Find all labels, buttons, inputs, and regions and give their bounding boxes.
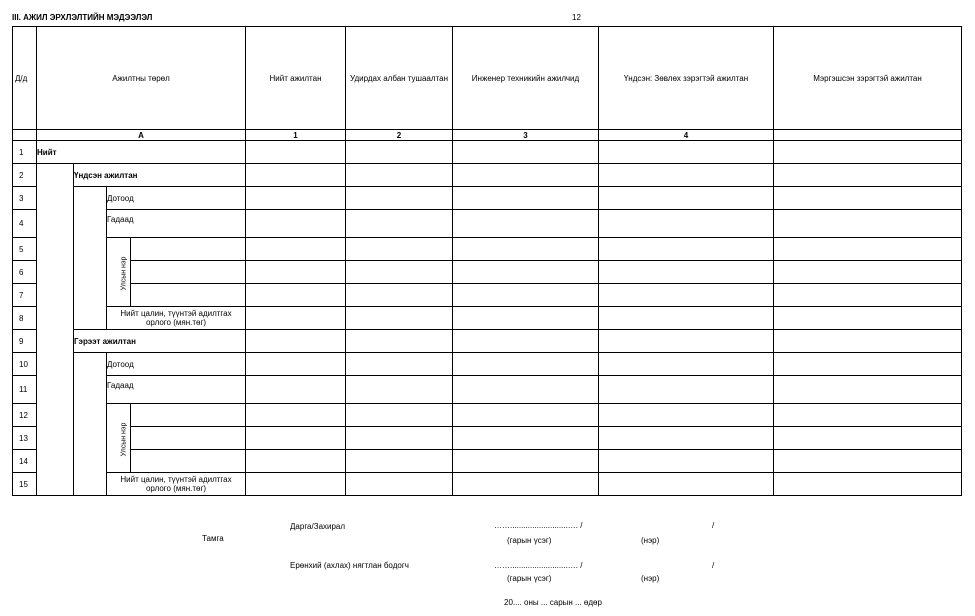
row-label-foreign: Гадаад [107, 210, 246, 238]
cell[interactable] [246, 238, 346, 261]
cell[interactable] [246, 427, 346, 450]
row-number: 15 [13, 473, 37, 496]
cell[interactable] [346, 210, 453, 238]
row-label-wage: Нийт цалин, түүнтэй адилтгах орлого (мян.төг) [107, 473, 246, 496]
accountant-name-slash: / [712, 561, 715, 570]
row-number: 10 [13, 353, 37, 376]
row-number: 14 [13, 450, 37, 473]
cell[interactable] [453, 376, 599, 404]
cell[interactable] [599, 473, 774, 496]
country-name-label: Улсын нэр [107, 404, 131, 473]
cell[interactable] [246, 450, 346, 473]
cell[interactable] [453, 450, 599, 473]
cell[interactable] [346, 353, 453, 376]
cell[interactable] [599, 427, 774, 450]
cell[interactable] [246, 353, 346, 376]
director-label: Дарга/Захирал [290, 522, 346, 531]
cell[interactable] [599, 187, 774, 210]
column-code: 2 [346, 130, 453, 141]
header-row [13, 27, 962, 130]
cell[interactable] [599, 404, 774, 427]
cell[interactable] [774, 210, 962, 238]
table-row [13, 307, 962, 330]
row-label-foreign: Гадаад [107, 376, 246, 404]
cell[interactable] [453, 187, 599, 210]
row-number: 9 [13, 330, 37, 353]
cell[interactable] [246, 284, 346, 307]
cell[interactable] [246, 187, 346, 210]
table-row [13, 187, 962, 210]
accountant-signature-caption: (гарын үсэг) [507, 574, 552, 583]
header-engineers: Инженер техникийн ажилчид [453, 27, 599, 130]
cell[interactable] [774, 187, 962, 210]
cell[interactable] [453, 238, 599, 261]
cell[interactable] [599, 141, 774, 164]
row-label-domestic: Дотоод [107, 187, 246, 210]
cell[interactable] [453, 404, 599, 427]
country-name-field[interactable] [131, 261, 246, 284]
row-number: 3 [13, 187, 37, 210]
cell[interactable] [774, 141, 962, 164]
table-row [13, 353, 962, 376]
cell[interactable] [774, 450, 962, 473]
cell[interactable] [346, 427, 453, 450]
cell[interactable] [246, 330, 346, 353]
cell[interactable] [246, 473, 346, 496]
row-label-wage: Нийт цалин, түүнтэй адилтгах орлого (мян.төг) [107, 307, 246, 330]
cell[interactable] [246, 376, 346, 404]
table-row [13, 427, 962, 450]
cell[interactable] [246, 210, 346, 238]
cell[interactable] [599, 284, 774, 307]
table-row [13, 473, 962, 496]
table-row [13, 261, 962, 284]
cell[interactable] [599, 376, 774, 404]
header-type: Ажилтны төрөл [37, 27, 246, 130]
cell[interactable] [774, 307, 962, 330]
cell[interactable] [246, 404, 346, 427]
cell[interactable] [246, 141, 346, 164]
table-row [13, 330, 962, 353]
cell[interactable] [599, 450, 774, 473]
cell[interactable] [346, 450, 453, 473]
column-code: А [37, 130, 246, 141]
country-name-field[interactable] [131, 284, 246, 307]
cell[interactable] [453, 473, 599, 496]
table-row [13, 284, 962, 307]
cell[interactable] [453, 427, 599, 450]
cell[interactable] [346, 307, 453, 330]
cell[interactable] [774, 164, 962, 187]
country-name-field[interactable] [131, 238, 246, 261]
cell[interactable] [453, 164, 599, 187]
stamp-label: Тамга [202, 534, 224, 543]
cell[interactable] [453, 353, 599, 376]
row-number: 4 [13, 210, 37, 238]
row-number: 7 [13, 284, 37, 307]
column-codes-row [13, 130, 962, 141]
cell[interactable] [599, 210, 774, 238]
cell[interactable] [453, 330, 599, 353]
table-row [13, 404, 962, 427]
row-number: 8 [13, 307, 37, 330]
cell[interactable] [346, 187, 453, 210]
cell[interactable] [346, 141, 453, 164]
page-number: 12 [572, 13, 581, 22]
row-number: 13 [13, 427, 37, 450]
cell[interactable] [599, 238, 774, 261]
cell[interactable] [774, 376, 962, 404]
cell[interactable] [453, 284, 599, 307]
accountant-name-caption: (нэр) [641, 574, 660, 583]
country-name-field[interactable] [131, 404, 246, 427]
cell[interactable] [453, 141, 599, 164]
row-number: 6 [13, 261, 37, 284]
table-row [13, 210, 962, 238]
country-name-field[interactable] [131, 450, 246, 473]
header-total: Нийт ажилтан [246, 27, 346, 130]
row-number: 1 [13, 141, 37, 164]
column-code: 1 [246, 130, 346, 141]
row-label-contract: Гэрээт ажилтан [74, 330, 246, 353]
table-row [13, 450, 962, 473]
row-label-total: Нийт [37, 141, 246, 164]
director-name-slash: / [712, 521, 715, 530]
cell[interactable] [774, 284, 962, 307]
cell[interactable] [774, 353, 962, 376]
row-number: 11 [13, 376, 37, 404]
accountant-label: Ерөнхий (ахлах) нягтлан бодогч [290, 561, 409, 570]
employment-table [12, 26, 962, 496]
cell[interactable] [346, 164, 453, 187]
header-managers: Удирдах албан тушаалтан [346, 27, 453, 130]
cell[interactable] [599, 330, 774, 353]
table-row [13, 376, 962, 404]
table-row [13, 141, 962, 164]
header-specialist: Мэргэшсэн зэрэгтэй ажилтан [774, 27, 962, 130]
cell[interactable] [774, 427, 962, 450]
cell[interactable] [246, 307, 346, 330]
cell[interactable] [453, 261, 599, 284]
row-number: 12 [13, 404, 37, 427]
cell[interactable] [453, 210, 599, 238]
cell[interactable] [346, 473, 453, 496]
director-signature-line[interactable]: ……..........................…. / [494, 521, 583, 530]
section-title: III. АЖИЛ ЭРХЛЭЛТИЙН МЭДЭЭЛЭЛ [12, 13, 153, 22]
accountant-signature-line[interactable]: ……..........................…. / [494, 561, 583, 570]
cell[interactable] [246, 261, 346, 284]
cell[interactable] [346, 330, 453, 353]
date-line[interactable]: 20.... оны ... сарын ... өдөр [504, 598, 602, 607]
column-code: 4 [599, 130, 774, 141]
cell[interactable] [346, 261, 453, 284]
cell[interactable] [346, 404, 453, 427]
column-code: 3 [453, 130, 599, 141]
cell[interactable] [774, 261, 962, 284]
cell[interactable] [346, 376, 453, 404]
header-core: Үндсэн: Зөвлөх зэрэгтэй ажилтан [599, 27, 774, 130]
cell[interactable] [246, 164, 346, 187]
director-signature-caption: (гарын үсэг) [507, 536, 552, 545]
row-label-main: Үндсэн ажилтан [74, 164, 246, 187]
cell[interactable] [599, 353, 774, 376]
row-label-domestic: Дотоод [107, 353, 246, 376]
cell[interactable] [599, 164, 774, 187]
cell[interactable] [774, 330, 962, 353]
director-name-caption: (нэр) [641, 536, 660, 545]
cell[interactable] [599, 261, 774, 284]
country-name-field[interactable] [131, 427, 246, 450]
cell[interactable] [453, 307, 599, 330]
cell[interactable] [346, 284, 453, 307]
country-name-label: Улсын нэр [107, 238, 131, 307]
header-dd: Д/д [13, 27, 37, 130]
table-row [13, 238, 962, 261]
row-number: 5 [13, 238, 37, 261]
cell[interactable] [346, 238, 453, 261]
cell[interactable] [774, 404, 962, 427]
table-row [13, 164, 962, 187]
row-number: 2 [13, 164, 37, 187]
cell[interactable] [774, 473, 962, 496]
cell[interactable] [774, 238, 962, 261]
cell[interactable] [599, 307, 774, 330]
